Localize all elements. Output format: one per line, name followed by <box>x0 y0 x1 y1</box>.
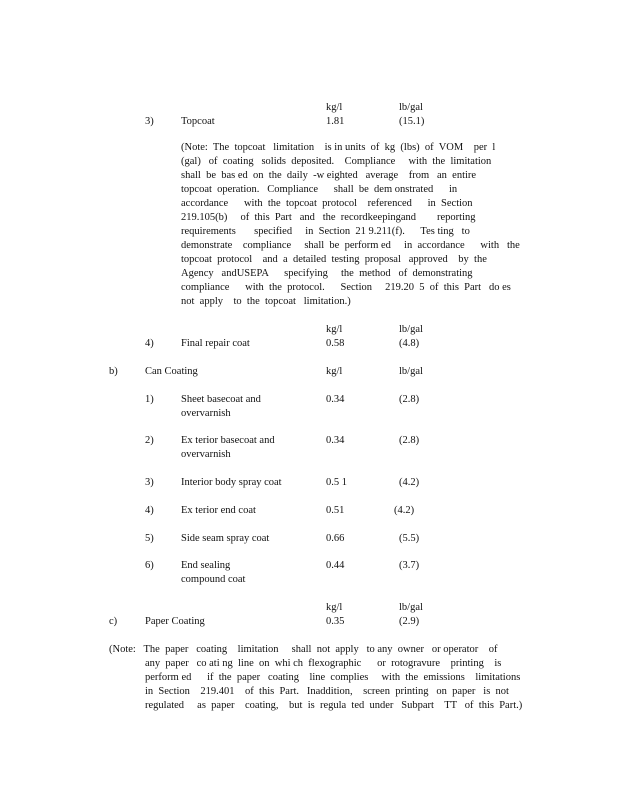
item-lb-value: (15.1) <box>399 116 425 127</box>
item-label: End sealing <box>181 560 231 571</box>
item-kg-value: 0.44 <box>326 560 345 571</box>
item-lb-value: (5.5) <box>399 533 420 544</box>
item-number: 4) <box>145 505 154 516</box>
note-line: not apply to the topcoat limitation.) <box>181 296 351 307</box>
section-letter: b) <box>109 366 118 377</box>
item-label: Ex terior basecoat and <box>181 435 275 446</box>
units-lb-header: lb/gal <box>399 366 423 377</box>
item-label: Interior body spray coat <box>181 477 282 488</box>
item-label-continued: overvarnish <box>181 449 231 460</box>
item-lb-value: (2.8) <box>399 435 420 446</box>
note-line: shall be bas ed on the daily -w eighted average from an entire <box>181 170 477 181</box>
item-number: 5) <box>145 533 154 544</box>
note-line: in Section 219.401 of this Part. Inaddition, screen printing on paper is not <box>145 686 509 697</box>
note-line: demonstrate compliance shall be perform ed in accordance with the <box>181 240 520 251</box>
item-kg-value: 1.81 <box>326 116 345 127</box>
note-line: topcoat operation. Compliance shall be dem onstrated in <box>181 184 458 195</box>
note-line: accordance with the topcoat protocol referenced in Section <box>181 198 473 209</box>
section-title: Paper Coating <box>145 616 205 627</box>
note-line: (Note: The topcoat limitation is in units of kg (lbs) of VOM per l <box>181 142 496 153</box>
item-kg-value: 0.51 <box>326 505 345 516</box>
item-lb-value: (4.2) <box>394 505 415 516</box>
item-number: 1) <box>145 394 154 405</box>
note-line: any paper co ati ng line on whi ch flexographic or rotogravure printing is <box>145 658 502 669</box>
item-lb-value: (2.8) <box>399 394 420 405</box>
units-kg-header: kg/l <box>326 324 343 335</box>
units-lb-header: lb/gal <box>399 102 423 113</box>
item-kg-value: 0.34 <box>326 435 345 446</box>
item-kg-value: 0.35 <box>326 616 345 627</box>
item-lb-value: (4.8) <box>399 338 420 349</box>
note-line: topcoat protocol and a detailed testing proposal approved by the <box>181 254 487 265</box>
units-kg-header: kg/l <box>326 102 343 113</box>
note-line: regulated as paper coating, but is regula ted under Subpart TT of this Part.) <box>145 700 523 711</box>
note-line: 219.105(b) of this Part and the recordkeepingand reporting <box>181 212 476 223</box>
units-lb-header: lb/gal <box>399 324 423 335</box>
item-number: 3) <box>145 477 154 488</box>
section-title: Can Coating <box>145 366 198 377</box>
units-kg-header: kg/l <box>326 366 343 377</box>
item-label: Topcoat <box>181 116 215 127</box>
item-kg-value: 0.5 1 <box>326 477 347 488</box>
item-label: Final repair coat <box>181 338 250 349</box>
note-line: requirements specified in Section 21 9.211(f). Tes ting to <box>181 226 470 237</box>
note-line: (gal) of coating solids deposited. Compliance with the limitation <box>181 156 492 167</box>
item-number: 3) <box>145 116 154 127</box>
item-kg-value: 0.66 <box>326 533 345 544</box>
item-lb-value: (2.9) <box>399 616 420 627</box>
section-letter: c) <box>109 616 118 627</box>
item-number: 6) <box>145 560 154 571</box>
note-line: Agency andUSEPA specifying the method of demonstrating <box>181 268 473 279</box>
item-label: Sheet basecoat and <box>181 394 261 405</box>
item-lb-value: (4.2) <box>399 477 420 488</box>
item-number: 2) <box>145 435 154 446</box>
item-lb-value: (3.7) <box>399 560 420 571</box>
note-line: (Note: The paper coating limitation shall not apply to any owner or operator of <box>109 644 498 655</box>
item-kg-value: 0.58 <box>326 338 345 349</box>
item-label: Side seam spray coat <box>181 533 270 544</box>
item-number: 4) <box>145 338 154 349</box>
units-kg-header: kg/l <box>326 602 343 613</box>
units-lb-header: lb/gal <box>399 602 423 613</box>
note-line: perform ed if the paper coating line complies with the emissions limitations <box>145 672 521 683</box>
item-label: Ex terior end coat <box>181 505 256 516</box>
note-line: compliance with the protocol. Section 219.20 5 of this Part do es <box>181 282 511 293</box>
item-label-continued: compound coat <box>181 574 246 585</box>
item-label-continued: overvarnish <box>181 408 231 419</box>
item-kg-value: 0.34 <box>326 394 345 405</box>
